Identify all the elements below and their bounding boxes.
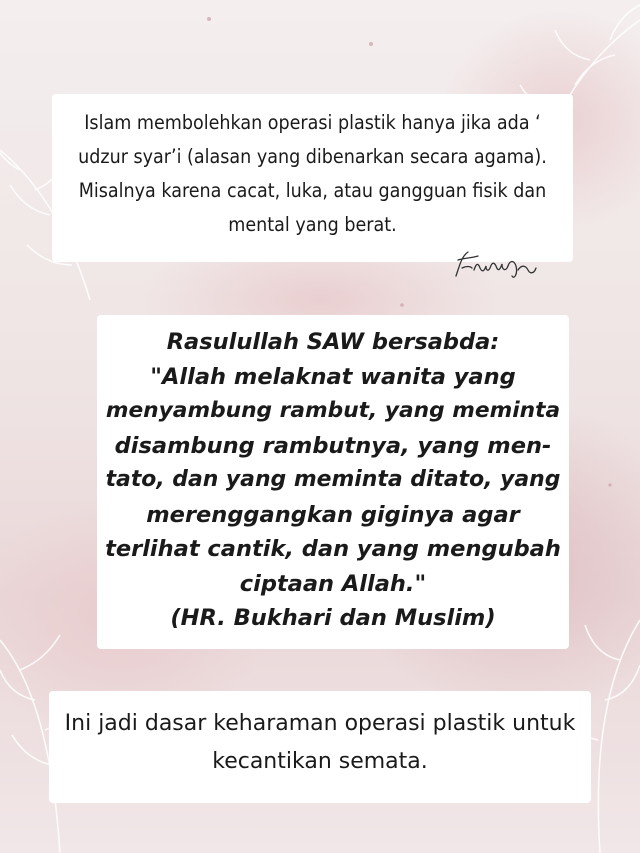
conclusion-line: kecantikan semata.: [212, 749, 428, 774]
conclusion-card: [49, 691, 591, 803]
intro-card: [52, 94, 573, 262]
hadith-line: "Allah melaknat wanita yang: [150, 363, 516, 390]
hadith-line: Rasulullah SAW bersabda:: [166, 329, 500, 355]
hadith-line: terlihat cantik, dan yang mengubah: [105, 536, 561, 562]
intro-line: Islam membolehkan operasi plastik hanya jika ada ‘: [84, 111, 541, 134]
intro-line: Misalnya karena cacat, luka, atau gangguan fisik dan: [78, 179, 547, 202]
hadith-line: ciptaan Allah.": [239, 570, 427, 597]
signature-fitriayu: [448, 246, 558, 286]
hadith-line: tato, dan yang meminta ditato, yang: [105, 467, 561, 492]
hadith-line: menyambung rambut, yang meminta: [105, 398, 561, 423]
intro-line: mental yang berat.: [228, 213, 397, 236]
hadith-line: merenggangkan giginya agar: [146, 501, 520, 528]
hadith-card: [97, 315, 569, 649]
hadith-line: disambung rambutnya, yang men-: [114, 432, 552, 459]
intro-line: udzur syar’i (alasan yang dibenarkan secara agama).: [78, 145, 547, 168]
hadith-source: (HR. Bukhari dan Muslim): [170, 605, 496, 631]
conclusion-line: Ini jadi dasar keharaman operasi plastik untuk: [64, 711, 576, 736]
